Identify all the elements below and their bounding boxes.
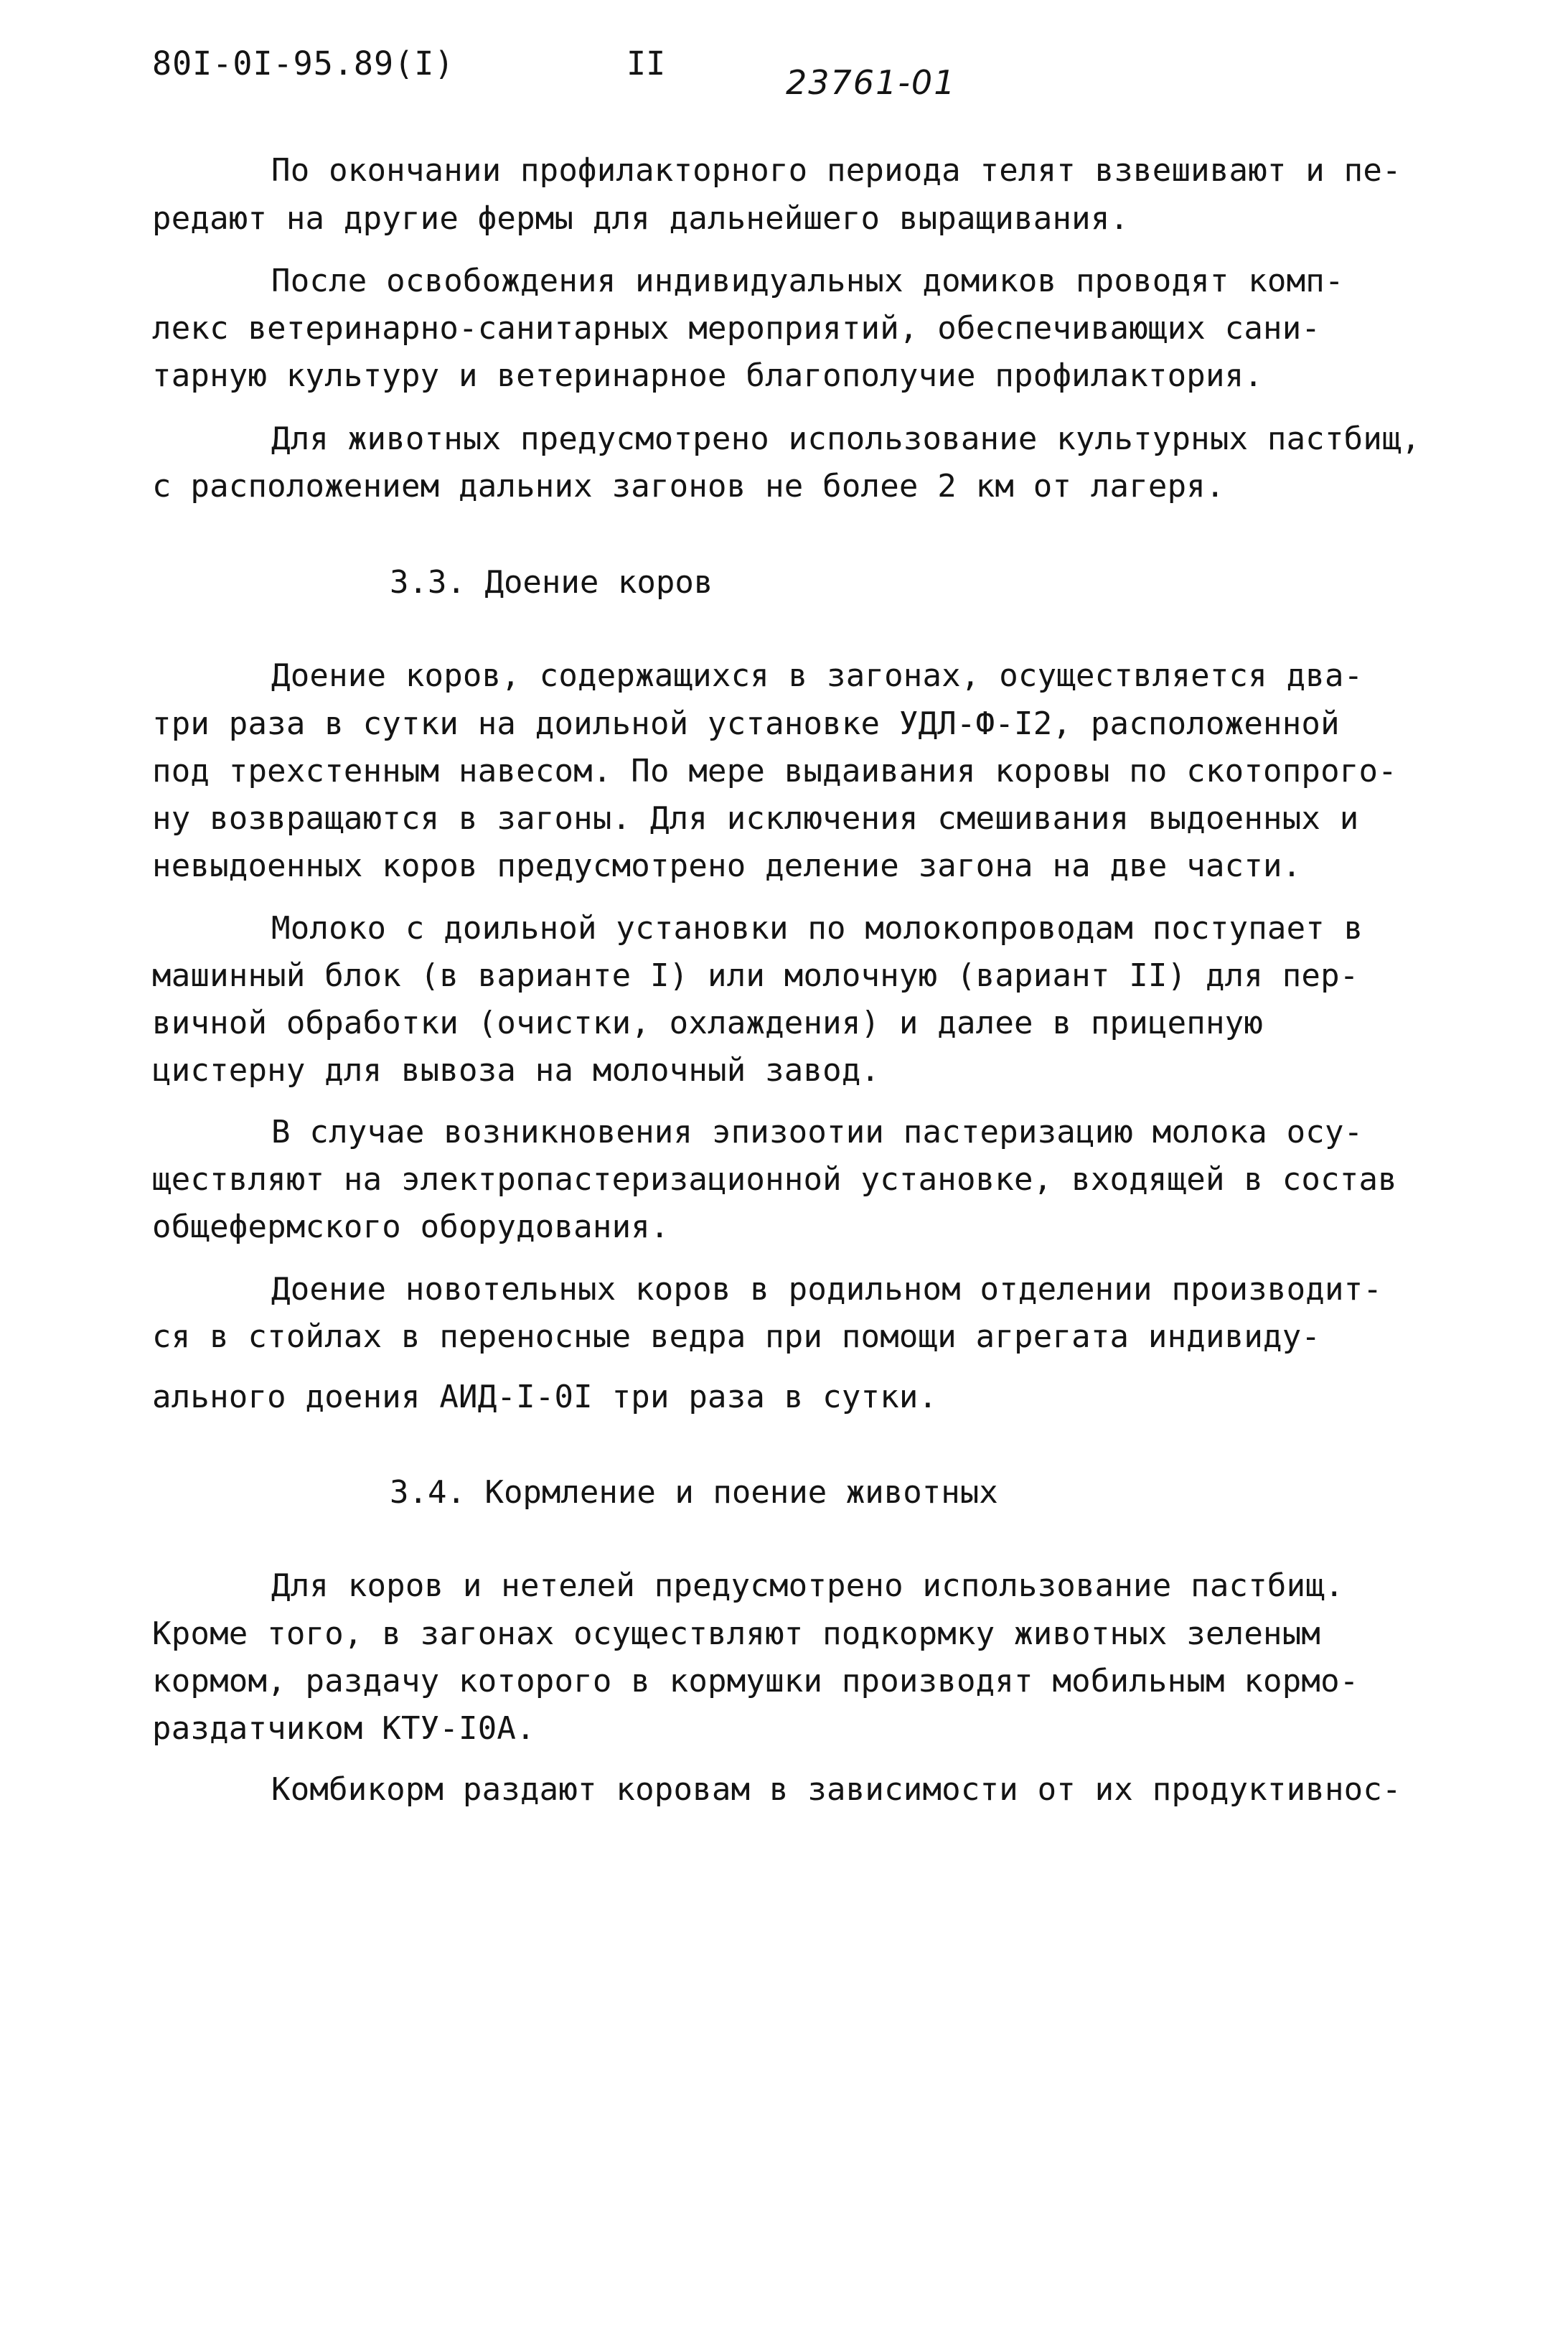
text-line: Комбикорм раздают коровам в зависимости от их продуктивнос- — [271, 1771, 1402, 1808]
document-code: 80I-0I-95.89(I) — [152, 44, 455, 83]
text-line: Для коров и нетелей предусмотрено использование пастбищ. — [271, 1567, 1344, 1604]
text-line: общефермского оборудования. — [152, 1209, 670, 1245]
text-line: Доение коров, содержащихся в загонах, осуществляется два- — [271, 657, 1363, 694]
text-line: вичной обработки (очистки, охлаждения) и далее в прицепную — [152, 1005, 1264, 1041]
text-line: После освобождения индивидуальных домиков проводят комп- — [271, 263, 1344, 299]
text-line: Молоко с доильной установки по молокопроводам поступает в — [271, 910, 1363, 947]
text-line: По окончании профилакторного периода телят взвешивают и пе- — [271, 152, 1402, 189]
text-line: тарную культуру и ветеринарное благополучие профилактория. — [152, 357, 1264, 394]
section-heading: 3.3. Доение коров — [390, 564, 713, 601]
text-line: ся в стойлах в переносные ведра при помощи агрегата индивиду- — [152, 1318, 1321, 1355]
text-line: невыдоенных коров предусмотрено деление загона на две части. — [152, 848, 1302, 884]
text-line: машинный блок (в варианте I) или молочную (вариант II) для пер- — [152, 957, 1359, 994]
text-line: раздатчиком КТУ-I0А. — [152, 1710, 535, 1747]
text-line: цистерну для вывоза на молочный завод. — [152, 1052, 881, 1089]
text-line: лекс ветеринарно-санитарных мероприятий, обеспечивающих сани- — [152, 310, 1321, 347]
text-line: с расположением дальних загонов не более 2 км от лагеря. — [152, 468, 1225, 505]
text-line: В случае возникновения эпизоотии пастеризацию молока осу- — [271, 1114, 1363, 1150]
text-line: ального доения АИД-I-0I три раза в сутки. — [152, 1379, 938, 1415]
text-line: ществляют на электропастеризационной установке, входящей в состав — [152, 1161, 1397, 1198]
text-line: редают на другие фермы для дальнейшего выращивания. — [152, 200, 1130, 237]
text-line: Для животных предусмотрено использование культурных пастбищ, — [271, 421, 1421, 457]
section-heading: 3.4. Кормление и поение животных — [390, 1474, 998, 1511]
page-number: II — [626, 44, 666, 83]
text-line: три раза в сутки на доильной установке УДЛ-Ф-I2, расположенной — [152, 705, 1340, 742]
text-line: Кроме того, в загонах осуществляют подкормку животных зеленым — [152, 1615, 1321, 1652]
inventory-stamp: 23761-01 — [786, 63, 957, 102]
text-line: под трехстенным навесом. По мере выдаивания коровы по скотопрого- — [152, 753, 1397, 789]
text-line: кормом, раздачу которого в кормушки производят мобильным кормо- — [152, 1663, 1359, 1699]
text-line: Доение новотельных коров в родильном отделении производит- — [271, 1271, 1383, 1308]
text-line: ну возвращаются в загоны. Для исключения смешивания выдоенных и — [152, 800, 1359, 837]
